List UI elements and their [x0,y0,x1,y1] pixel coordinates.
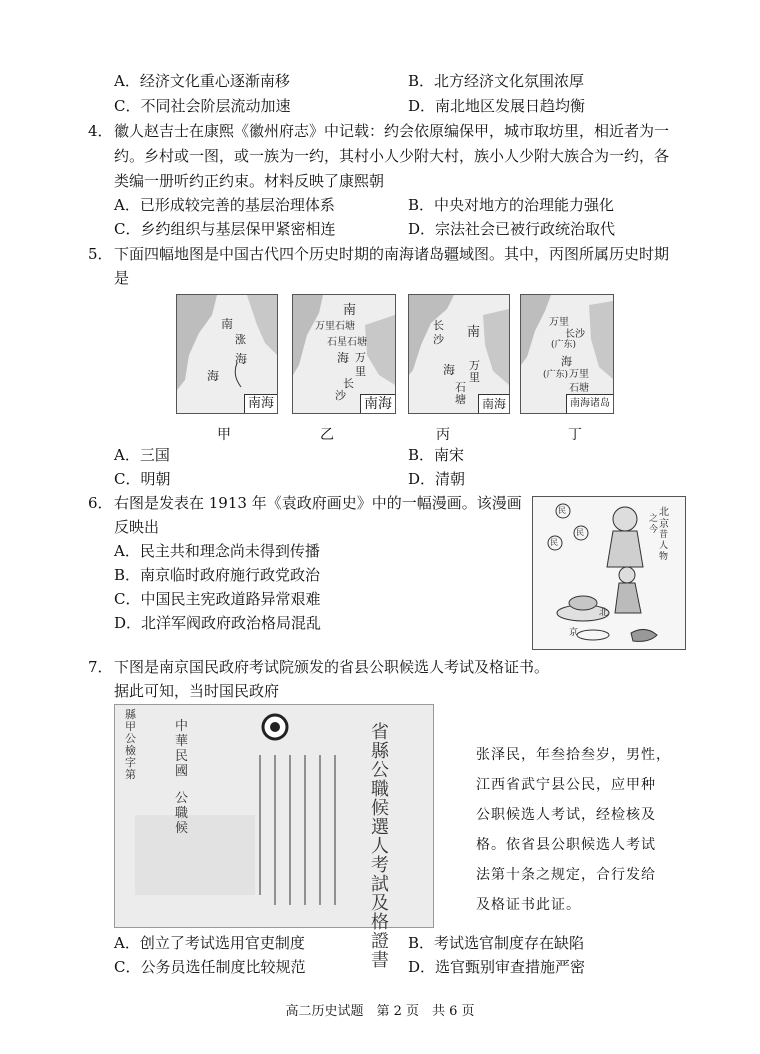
map-bing-corner: 南海 [478,394,509,413]
q7-option-c: C．公务员选任制度比较规范 [114,958,306,976]
q3-option-c: C．不同社会阶层流动加速 [114,97,291,115]
map-jia [176,294,278,414]
map-bing-label: 里 [469,371,480,384]
certificate-date: 中華民國 [175,719,189,779]
map-yi-caption: 乙 [320,427,334,443]
cartoon-label: 之 [649,514,659,524]
map-yi-corner: 南海 [360,394,395,413]
cartoon-label: 京 [569,628,579,638]
map-ding-label: 海 [561,355,572,368]
map-bing-label: 长 [433,319,444,332]
page-footer: 高二历史试题 第 2 页 共 6 页 [285,1004,475,1019]
map-bing-label: 石 [455,381,466,394]
map-yi-label: 南 [343,303,357,318]
map-yi-label: 万里石塘 [315,321,355,332]
q7-option-a: A．创立了考试选用官吏制度 [114,934,305,952]
q4-stem-line1: 4．徽人赵吉士在康熙《徽州府志》中记载：约会依原编保甲，城市取坊里，相近者为一 [88,122,670,140]
q4-number: 4． [88,122,113,140]
q6-option-d: D．北洋军阀政府政治格局混乱 [114,614,322,632]
certificate-title: 省縣公職候選人考試及格證書 [371,722,389,971]
map-yi-label: 万 [355,351,366,364]
map-ding-label: 万里 [569,369,589,380]
map-bing-caption: 丙 [436,427,450,443]
map-ding-label: 万里 [549,317,569,328]
q5-number: 5． [88,245,113,263]
map-jia-caption: 甲 [217,427,231,443]
q3-option-a: A．经济文化重心逐渐南移 [114,72,290,90]
q7-option-d: D．选官甄别审查措施严密 [408,958,586,976]
q4-option-d: D．宗法社会已被行政统治取代 [408,220,616,238]
q7-number: 7． [88,658,113,676]
map-ding-label: 石塘 [569,383,589,394]
q4-option-b: B．中央对地方的治理能力强化 [408,196,615,214]
certificate-side-label: 縣甲公檢字第 [125,708,136,781]
q7-stem-line2: 据此可知，当时国民政府 [114,682,280,700]
q4-stem-line2: 约。乡村或一图，或一族为一约，其村小人少附大村，族小人少附大族合为一约，各 [114,147,670,165]
map-ding [520,294,614,414]
q7-stem-line1: 7．下图是南京国民政府考试院颁发的省县公职候选人考试及格证书。 [88,658,550,676]
map-ding-label: (广东) [551,340,577,350]
q5-stem-line1: 5．下面四幅地图是中国古代四个历史时期的南海诸岛疆域图。其中，丙图所属历史时期 [88,245,670,263]
map-yi [292,294,396,414]
q6-option-a: A．民主共和理念尚未得到传播 [114,542,320,560]
map-yi-label: 沙 [335,389,346,402]
map-yi-label: 长 [343,377,354,390]
q3-option-d: D．南北地区发展日趋均衡 [408,97,586,115]
map-bing-label: 塘 [455,393,466,406]
q6-option-b: B．南京临时政府施行政党政治 [114,566,321,584]
map-ding-label: (广东) [543,370,569,380]
map-yi-label: 海 [337,351,350,365]
map-bing [408,294,510,414]
certificate-text: 公職候 [175,791,189,836]
map-bing-label: 万 [469,359,480,372]
q7-option-b: B．考试选官制度存在缺陷 [408,934,585,952]
transcript-line: 公职候选人考试，经检核及 [476,807,656,823]
q6-stem-line1: 6．右图是发表在 1913 年《袁政府画史》中的一幅漫画。该漫画 [88,494,522,512]
map-ding-corner: 南海诸岛 [566,394,613,413]
transcript-line: 法第十条之规定，合行发给 [476,867,656,883]
cartoon-label: 民 [576,528,584,537]
transcript-line: 格。依省县公职候选人考试 [476,837,656,853]
map-jia-label: 南 [221,317,234,331]
cartoon-label: 物 [659,552,669,562]
map-yi-label: 里 [355,365,366,378]
cartoon-label: 北 [599,608,609,618]
cartoon-label: 民 [550,538,558,547]
map-bing-label: 南 [467,325,481,340]
q4-option-c: C．乡约组织与基层保甲紧密相连 [114,220,336,238]
q6-number: 6． [88,494,113,512]
cartoon-label: 京 [659,519,669,530]
q6-option-c: C．中国民主宪政道路异常艰难 [114,590,321,608]
cartoon-image [532,496,686,650]
map-jia-corner: 南海 [244,394,277,413]
transcript-line: 及格证书此证。 [476,897,581,913]
map-yi-label: 石星石塘 [327,337,367,348]
map-jia-label: 海 [207,369,220,383]
cartoon-label: 昔 [659,530,669,540]
cartoon-label: 民 [558,506,566,515]
q5-option-a: A．三国 [114,446,170,464]
map-ding-label: 长沙 [565,329,585,340]
map-jia-label: 海 [235,352,248,366]
q3-option-b: B．北方经济文化氛围浓厚 [408,72,585,90]
transcript-line: 江西省武宁县公民，应甲种 [476,777,656,793]
cartoon-label: 人 [659,541,669,551]
map-ding-caption: 丁 [568,427,582,443]
transcript-line: 张泽民，年叁拾叁岁，男性， [476,747,671,763]
map-bing-label: 沙 [433,333,444,346]
q4-stem-line3: 类编一册听约正约束。材料反映了康熙朝 [114,172,385,190]
q6-stem-line2: 反映出 [114,518,160,536]
map-jia-label: 涨 [235,333,246,346]
q5-option-c: C．明朝 [114,470,171,488]
map-bing-label: 海 [443,363,456,377]
q5-option-b: B．南宋 [408,446,465,464]
q5-option-d: D．清朝 [408,470,466,488]
cartoon-label: 北 [659,507,669,518]
q4-option-a: A．已形成较完善的基层治理体系 [114,196,335,214]
cartoon-label: 今 [649,525,659,535]
q5-stem-line2: 是 [114,269,130,287]
